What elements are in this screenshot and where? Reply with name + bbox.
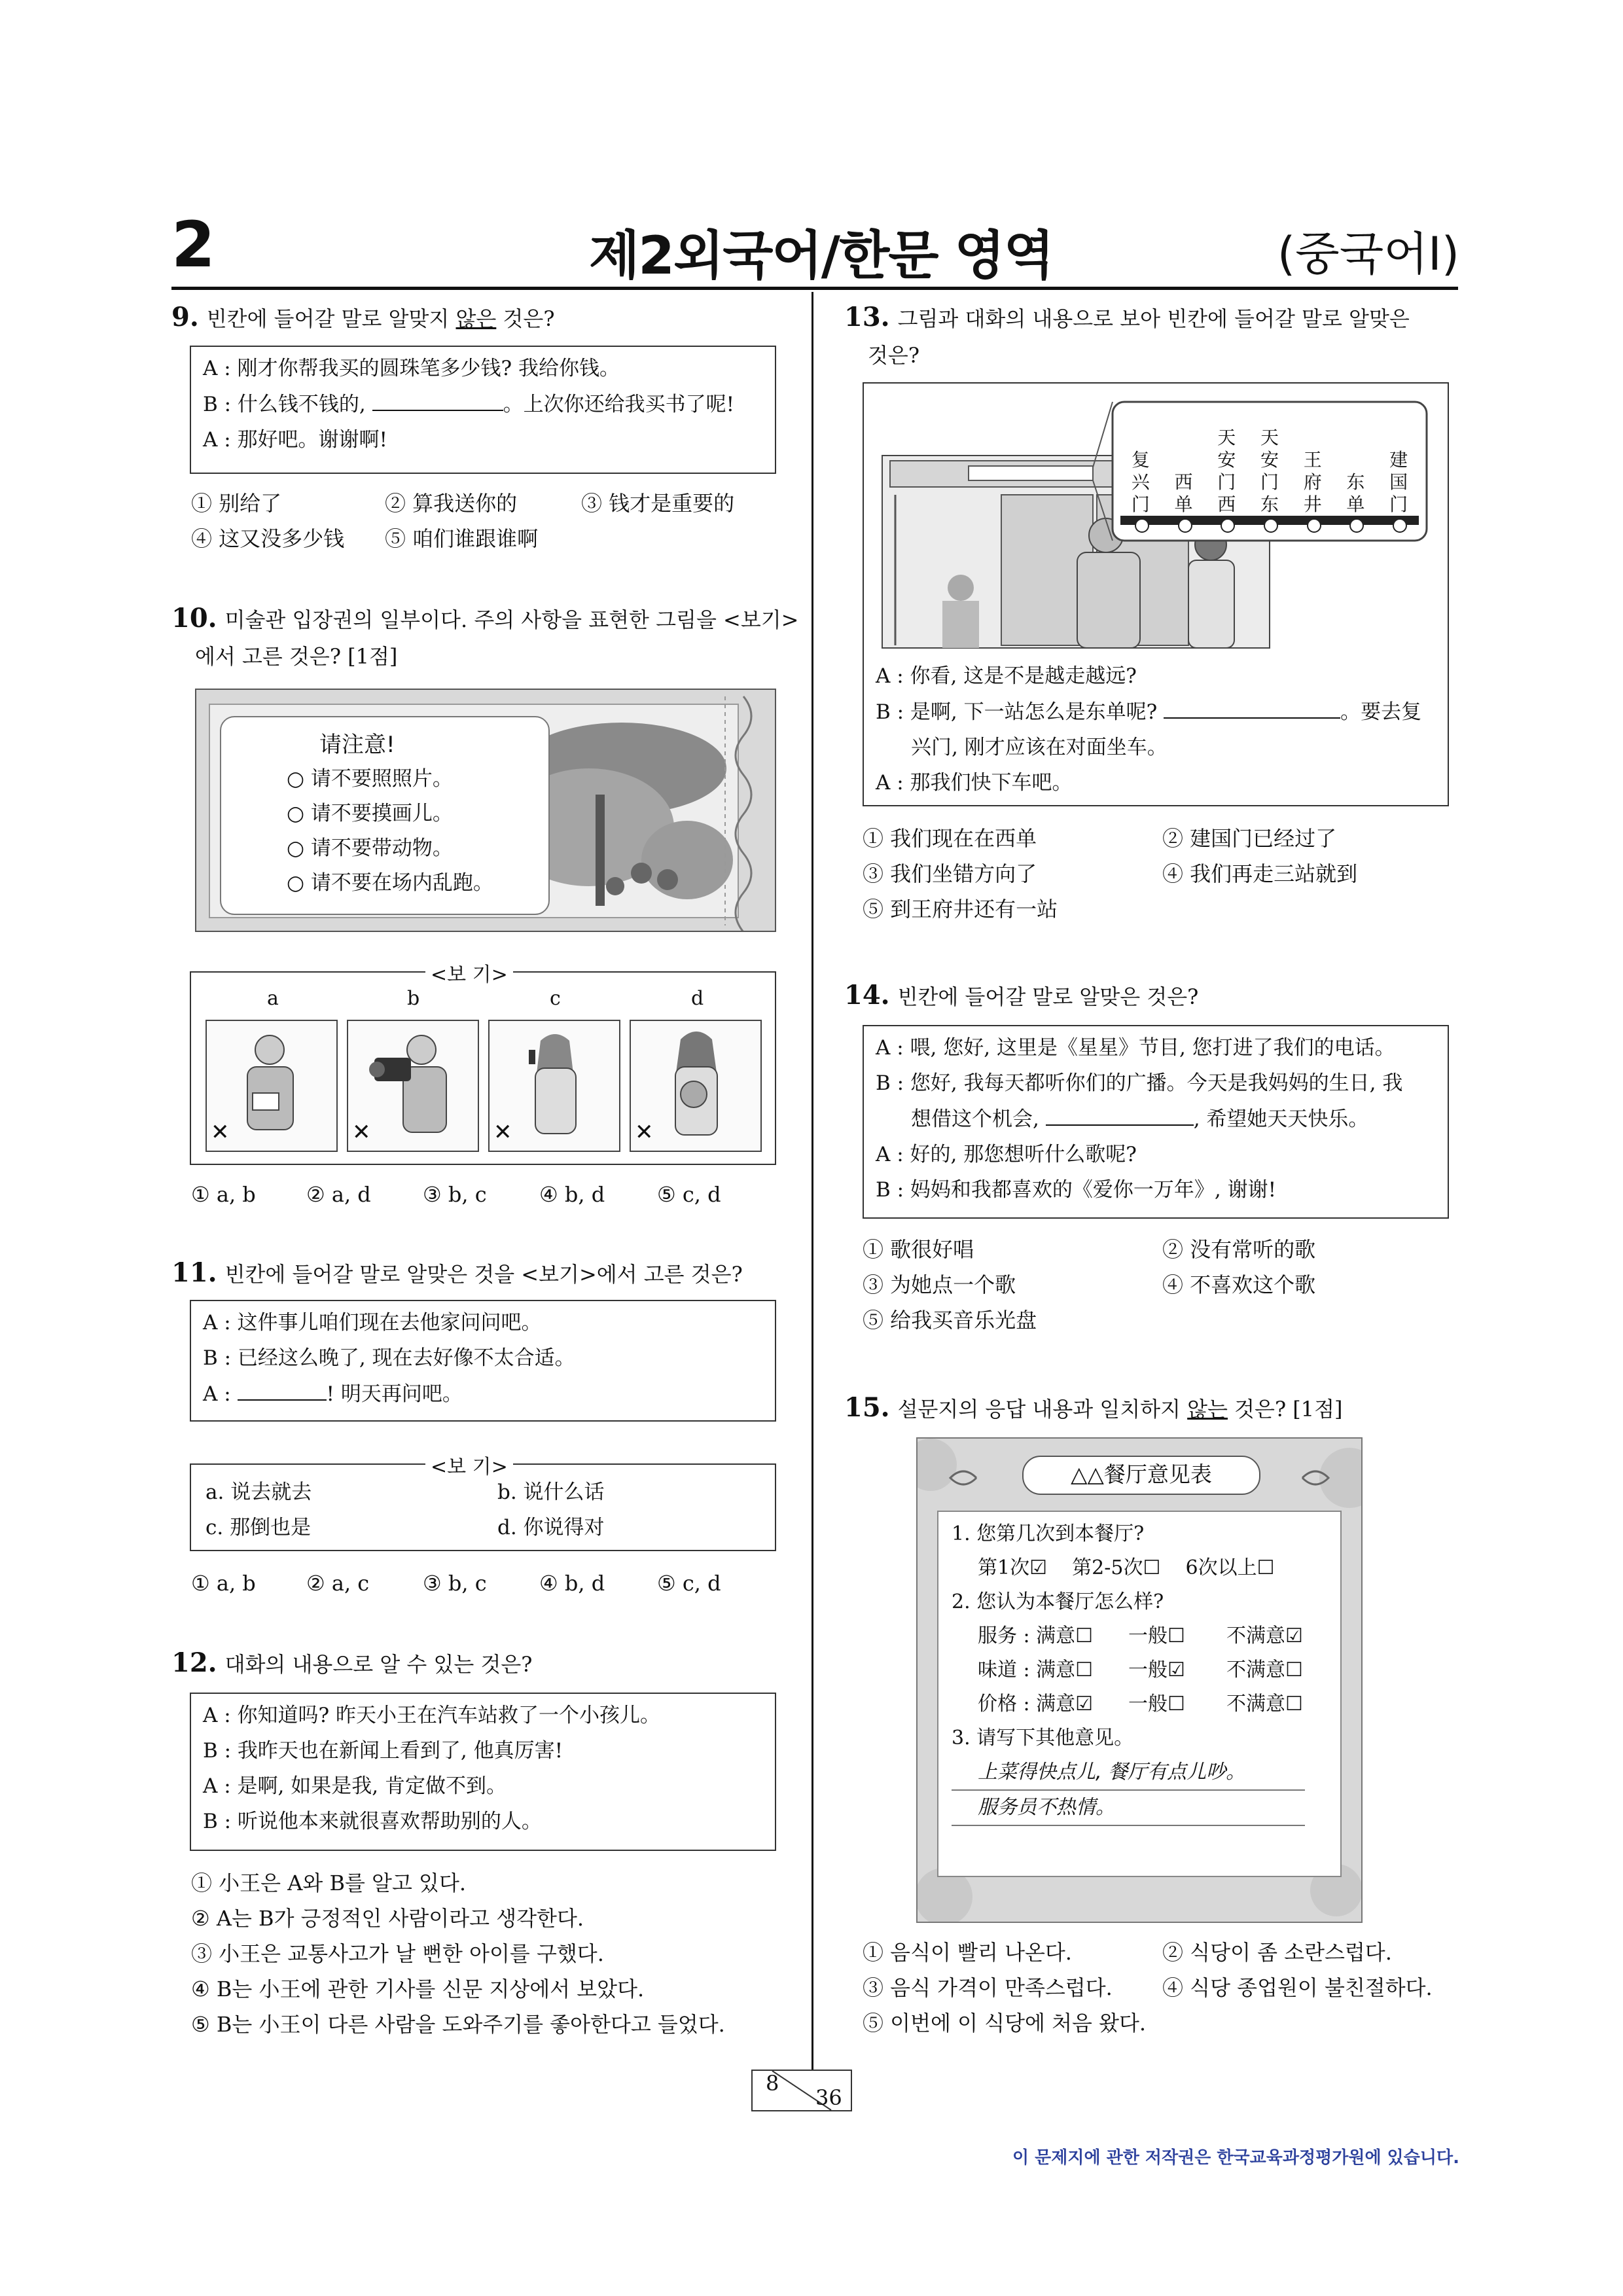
station-char: 西 xyxy=(1174,471,1193,493)
notice-item: ○ 请不要摸画儿。 xyxy=(287,802,453,825)
total-pages: 36 xyxy=(815,2085,842,2110)
q13-choice-2[interactable]: ② 建国门已经过了 xyxy=(1162,826,1337,851)
station-name xyxy=(1334,471,1378,516)
q9-dialogue-box: A : 刚才你帮我买的圆珠笔多少钱? 我给你钱。 B : 什么钱不钱的, 。上次你还给我买书了呢! A : 那好吧。谢谢啊! xyxy=(190,346,776,474)
prohibit-x-icon: ✕ xyxy=(493,1119,512,1145)
rating-option[interactable]: 服务 : 满意☐ xyxy=(978,1624,1094,1647)
page-number-box xyxy=(751,2070,852,2111)
station-char: 天 xyxy=(1217,427,1236,448)
station-char: 兴 xyxy=(1131,471,1150,493)
q13-figure-box xyxy=(863,382,1449,806)
bogi-item-d: d. 你说得对 xyxy=(497,1516,605,1539)
form-q1: 1. 您第几次到本餐厅? xyxy=(952,1522,1145,1545)
q14-choice-4[interactable]: ④ 不喜欢这个歌 xyxy=(1162,1272,1316,1297)
bogi-item-b: b. 说什么话 xyxy=(497,1480,605,1504)
figure-d-dog xyxy=(630,1020,762,1152)
q10-prompt: 10. 미술관 입장권의 일부이다. 주의 사항을 표현한 그림을 <보기> xyxy=(171,603,799,634)
q15-choice-2[interactable]: ② 식당이 좀 소란스럽다. xyxy=(1162,1940,1392,1965)
notice-title: 请注意! xyxy=(319,732,395,758)
q12-choice-4[interactable]: ④ B는 小王에 관한 기사를 신문 지상에서 보았다. xyxy=(191,1977,645,2001)
subway-route-map xyxy=(1119,411,1420,516)
station-char: 王 xyxy=(1303,449,1322,471)
station-char: 单 xyxy=(1346,493,1365,515)
figure-label-d: d xyxy=(691,987,704,1010)
notice-item: ○ 请不要带动物。 xyxy=(287,836,453,860)
station-name xyxy=(1291,449,1334,516)
station-char: 门 xyxy=(1217,471,1236,493)
q14-choice-1[interactable]: ① 歌很好唱 xyxy=(863,1237,974,1262)
q12-dialogue-box: A : 你知道吗? 昨天小王在汽车站救了一个小孩儿。 B : 我昨天也在新闻上看到了, 他真厉害! A : 是啊, 如果是我, 肯定做不到。 B : 听说他本来就很喜欢帮助别的人。 xyxy=(190,1693,776,1851)
form-q1-options xyxy=(952,1551,1327,1585)
q11-choice-5[interactable]: ⑤ c, d xyxy=(657,1571,721,1596)
station-char: 门 xyxy=(1131,493,1150,515)
station-name xyxy=(1377,449,1420,516)
q11-bogi-box xyxy=(190,1456,776,1551)
station-dot xyxy=(1135,518,1149,533)
handwritten-comment-1: 上菜得快点儿, 餐厅有点儿吵。 xyxy=(952,1755,1305,1791)
form-row-taste xyxy=(952,1653,1327,1687)
q10-choice-1[interactable]: ① a, b xyxy=(191,1182,256,1207)
station-dot xyxy=(1307,518,1321,533)
notice-item: ○ 请不要在场内乱跑。 xyxy=(287,871,493,895)
bogi-item-c: c. 那倒也是 xyxy=(205,1516,312,1539)
q12-choice-5[interactable]: ⑤ B는 小王이 다른 사람을 도와주기를 좋아한다고 들었다. xyxy=(191,2012,725,2037)
prohibit-x-icon: ✕ xyxy=(635,1119,654,1145)
museum-ticket xyxy=(195,689,776,932)
exam-subtitle: (중국어Ⅰ) xyxy=(1277,227,1459,281)
station-name xyxy=(1119,449,1162,516)
q10-choice-4[interactable]: ④ b, d xyxy=(539,1182,605,1207)
q12-choice-3[interactable]: ③ 小王은 교통사고가 날 뻔한 아이를 구했다. xyxy=(191,1941,604,1966)
form-title: △△餐厅意见表 xyxy=(1022,1456,1260,1495)
copyright-notice: 이 문제지에 관한 저작권은 한국교육과정평가원에 있습니다. xyxy=(1012,2148,1459,2168)
figure-label-c: c xyxy=(550,987,561,1010)
q12-choice-2[interactable]: ② A는 B가 긍정적인 사람이라고 생각한다. xyxy=(191,1906,584,1931)
q14-dialogue-box: A : 喂, 您好, 这里是《星星》节目, 您打进了我们的电话。 B : 您好, 我每天都听你们的广播。今天是我妈妈的生日, 我 想借这个机会, , 希望她天天快乐。 A : 好的, 那您想听什么歌呢? B : 妈妈和我都喜欢的《爱你一万年》, 谢谢! xyxy=(863,1025,1449,1219)
column-divider xyxy=(812,292,813,2070)
form-row-price xyxy=(952,1687,1327,1721)
q9-prompt: 9. 빈칸에 들어갈 말로 알맞지 않은 것은? xyxy=(171,302,555,332)
station-dot xyxy=(1393,518,1407,533)
q11-choice-3[interactable]: ③ b, c xyxy=(423,1571,487,1596)
station-char: 国 xyxy=(1389,471,1408,493)
bogi-title: <보 기> xyxy=(425,958,513,987)
station-char: 西 xyxy=(1217,493,1236,515)
station-char: 门 xyxy=(1260,471,1279,493)
q15-choice-1[interactable]: ① 음식이 빨리 나온다. xyxy=(863,1940,1072,1965)
q9-choice-1[interactable]: ① 别给了 xyxy=(191,491,282,516)
q13-choice-5[interactable]: ⑤ 到王府井还有一站 xyxy=(863,897,1058,922)
q13-choice-3[interactable]: ③ 我们坐错方向了 xyxy=(863,861,1037,886)
q15-choice-5[interactable]: ⑤ 이번에 이 식당에 처음 왔다. xyxy=(863,2011,1147,2036)
figure-a-eating xyxy=(205,1020,338,1152)
q14-prompt: 14. 빈칸에 들어갈 말로 알맞은 것은? xyxy=(844,980,1199,1011)
q1-option[interactable]: 第1次☑ xyxy=(978,1556,1047,1579)
q13-prompt-2: 것은? xyxy=(868,343,919,368)
station-char: 复 xyxy=(1131,449,1150,471)
q13-choice-1[interactable]: ① 我们现在在西单 xyxy=(863,826,1037,851)
q14-choice-2[interactable]: ② 没有常听的歌 xyxy=(1162,1237,1316,1262)
q11-choice-2[interactable]: ② a, c xyxy=(306,1571,370,1596)
q13-choice-4[interactable]: ④ 我们再走三站就到 xyxy=(1162,861,1358,886)
q10-choice-3[interactable]: ③ b, c xyxy=(423,1182,487,1207)
station-char: 单 xyxy=(1174,493,1193,515)
q13-prompt: 13. 그림과 대화의 내용으로 보아 빈칸에 들어갈 말로 알맞은 xyxy=(844,302,1410,332)
station-char: 建 xyxy=(1389,449,1408,471)
rating-option[interactable]: 不满意☐ xyxy=(1226,1693,1303,1715)
current-page: 8 xyxy=(766,2071,779,2096)
restaurant-survey-form xyxy=(916,1437,1363,1923)
rating-option[interactable]: 不满意☑ xyxy=(1226,1624,1303,1647)
prohibit-x-icon: ✕ xyxy=(211,1119,230,1145)
q9-choice-4[interactable]: ④ 这又没多少钱 xyxy=(191,526,345,551)
bogi-title: <보 기> xyxy=(425,1450,513,1479)
q10-choice-2[interactable]: ② a, d xyxy=(306,1182,371,1207)
station-name xyxy=(1205,427,1248,516)
q13-dialogue: A : 你看, 这是不是越走越远? B : 是啊, 下一站怎么是东单呢? 。要去复 兴门, 刚才应该在对面坐车。 A : 那我们快下车吧。 xyxy=(876,664,1422,795)
q15-prompt: 15. 설문지의 응답 내용과 일치하지 않는 것은? [1점] xyxy=(844,1392,1343,1423)
handwritten-comment-2: 服务员不热情。 xyxy=(952,1791,1305,1826)
station-char: 东 xyxy=(1346,471,1365,493)
section-number: 2 xyxy=(171,208,215,281)
q15-choice-3[interactable]: ③ 음식 가격이 만족스럽다. xyxy=(863,1975,1113,2000)
q9-choice-5[interactable]: ⑤ 咱们谁跟谁啊 xyxy=(385,526,539,551)
q10-bogi-box xyxy=(190,963,776,1165)
rating-option[interactable]: 不满意☐ xyxy=(1226,1659,1303,1681)
form-q2: 2. 您认为本餐厅怎么样? xyxy=(952,1590,1164,1613)
rating-option[interactable]: 一般☐ xyxy=(1128,1624,1185,1647)
rating-option[interactable]: 味道 : 满意☐ xyxy=(978,1659,1094,1681)
figure-b-camera xyxy=(347,1020,479,1152)
notice-item: ○ 请不要照照片。 xyxy=(287,767,453,791)
rating-option[interactable]: 一般☑ xyxy=(1128,1659,1185,1681)
figure-c-phone xyxy=(488,1020,620,1152)
station-char: 安 xyxy=(1260,449,1279,471)
figure-label-b: b xyxy=(407,987,420,1010)
prohibit-x-icon: ✕ xyxy=(352,1119,371,1145)
station-dot xyxy=(1178,518,1192,533)
q10-prompt-2: 에서 고른 것은? [1점] xyxy=(195,644,398,669)
station-char: 府 xyxy=(1303,471,1322,493)
q15-choice-4[interactable]: ④ 식당 종업원이 불친절하다. xyxy=(1162,1975,1433,2000)
station-char: 东 xyxy=(1260,493,1279,515)
bogi-item-a: a. 说去就去 xyxy=(205,1480,312,1504)
form-body xyxy=(937,1511,1342,1877)
q9-choice-3[interactable]: ③ 钱才是重要的 xyxy=(581,491,735,516)
q11-prompt: 11. 빈칸에 들어갈 말로 알맞은 것을 <보기>에서 고른 것은? xyxy=(171,1257,743,1288)
rating-option[interactable]: 一般☐ xyxy=(1128,1693,1185,1715)
form-row-service xyxy=(952,1619,1327,1653)
rating-option[interactable]: 价格 : 满意☑ xyxy=(978,1693,1094,1715)
station-char: 天 xyxy=(1260,427,1279,448)
station-char: 安 xyxy=(1217,449,1236,471)
q11-choice-1[interactable]: ① a, b xyxy=(191,1571,256,1596)
form-q3: 3. 请写下其他意见。 xyxy=(952,1727,1134,1749)
q1-option[interactable]: 6次以上☐ xyxy=(1185,1556,1275,1579)
q11-choice-4[interactable]: ④ b, d xyxy=(539,1571,605,1596)
q12-prompt: 12. 대화의 내용으로 알 수 있는 것은? xyxy=(171,1647,533,1678)
q11-dialogue-box: A : 这件事儿咱们现在去他家问问吧。 B : 已经这么晚了, 现在去好像不太合适。 A : ! 明天再问吧。 xyxy=(190,1300,776,1422)
figure-label-a: a xyxy=(267,987,279,1010)
q14-choice-5[interactable]: ⑤ 给我买音乐光盘 xyxy=(863,1308,1037,1333)
header-rule xyxy=(171,287,1458,290)
notice-panel xyxy=(220,716,550,915)
q10-choice-5[interactable]: ⑤ c, d xyxy=(657,1182,721,1207)
station-name xyxy=(1248,427,1291,516)
notice-list xyxy=(287,762,493,901)
station-char: 井 xyxy=(1303,493,1322,515)
q1-option[interactable]: 第2-5次☐ xyxy=(1072,1556,1161,1579)
station-name xyxy=(1162,471,1205,516)
q9-choice-2[interactable]: ② 算我送你的 xyxy=(385,491,518,516)
exam-title: 제2외국어/한문 영역 xyxy=(589,225,1053,286)
q14-choice-3[interactable]: ③ 为她点一个歌 xyxy=(863,1272,1016,1297)
station-char: 门 xyxy=(1389,493,1408,515)
station-dot xyxy=(1264,518,1278,533)
q12-choice-1[interactable]: ① 小王은 A와 B를 알고 있다. xyxy=(191,1871,467,1895)
